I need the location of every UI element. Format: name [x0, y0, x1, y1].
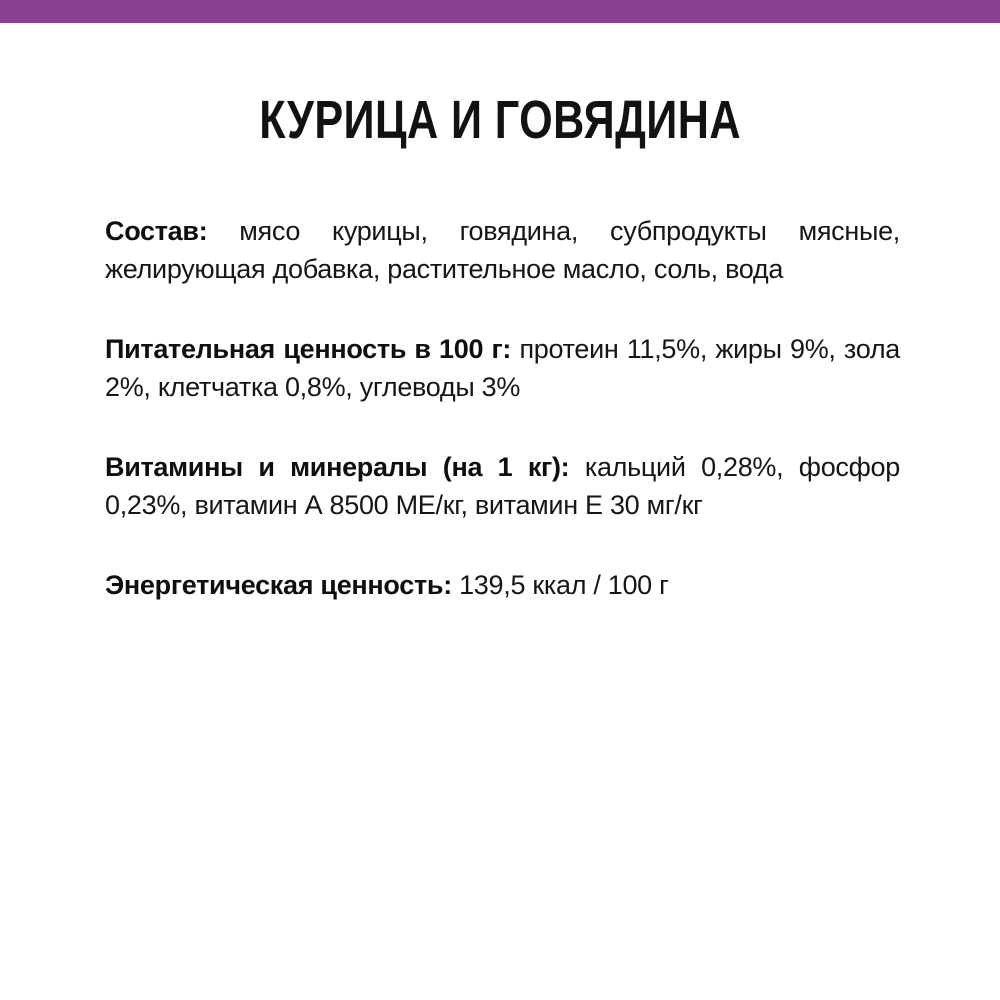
composition-text: мясо курицы, говядина, субпродукты мясные, желирующая добавка, растительное масло, соль, вода [105, 216, 900, 284]
energy-value-label: Энергетическая ценность: [105, 570, 452, 600]
nutritional-value-text: протеин 11,5%, жиры 9%, зола 2%, клетчатка 0,8%, углеводы 3% [105, 334, 900, 402]
composition-label: Состав: [105, 216, 208, 246]
nutrition-info [105, 212, 900, 604]
product-title-text: КУРИЦА И ГОВЯДИНА [259, 90, 741, 150]
vitamins-minerals-label: Витамины и минералы (на 1 кг): [105, 452, 570, 482]
nutritional-value-section [105, 330, 900, 406]
product-title [0, 90, 1000, 150]
energy-value-text: 139,5 ккал / 100 г [459, 570, 669, 600]
vitamins-minerals-section [105, 448, 900, 524]
vitamins-minerals-text: кальций 0,28%, фосфор 0,23%, витамин А 8500 МЕ/кг, витамин Е 30 мг/кг [105, 452, 900, 520]
composition-section [105, 212, 900, 288]
nutritional-value-label: Питательная ценность в 100 г: [105, 334, 512, 364]
top-accent-bar [0, 0, 1000, 23]
energy-value-section [105, 566, 900, 604]
